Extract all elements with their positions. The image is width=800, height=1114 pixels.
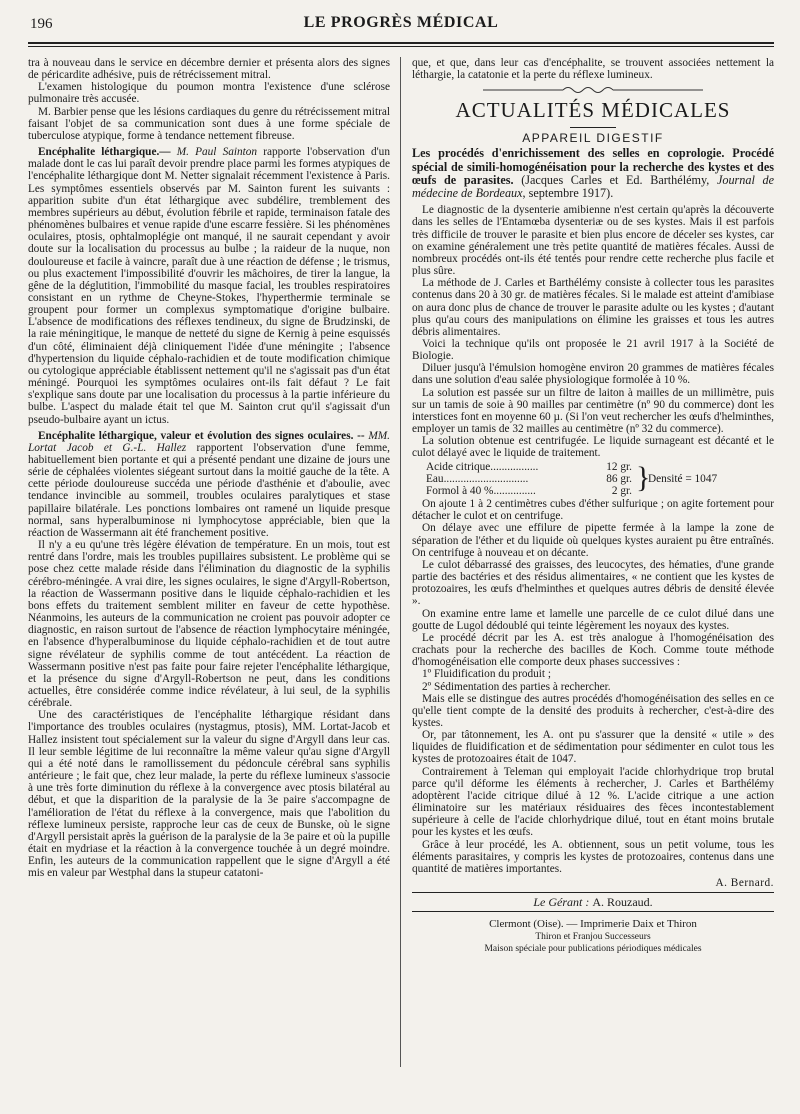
author-name: MM. Lortat Jacob et G.-L. Hallez bbox=[28, 429, 390, 454]
paragraph: L'examen histologique du poumon montra l'existence d'une sclérose pulmonaire très accusée. bbox=[28, 81, 390, 106]
paragraph: tra à nouveau dans le service en décembre dernier et présenta alors des signes de péricardite adhésive, puis de rétrécissement mitral. bbox=[28, 57, 390, 82]
article-source-journal: Journal de médecine de Bordeaux bbox=[412, 172, 774, 201]
gerant-name: A. Rouzaud. bbox=[592, 895, 653, 910]
paragraph: Mais elle se distingue des autres procédés d'homogénéisation des selles en ce qu'elle tient compte de la densité des produits à rechercher, c'est-à-dire des kystes. bbox=[412, 692, 774, 729]
article-lethargic-sainton bbox=[28, 146, 390, 426]
article-text: rapportent l'observation d'une femme, habituellement bien portante et qui a présenté pendant une dizaine de jours une série de céphalées violentes siégeant surtout dans la moitié gauche de la tête. A cette période douloureuse succéda une période d'asthénie et d'aboulie, avec tendance invincible au sommeil, troubles oculaires paralytiques et stase papillaire bilatérale. Les ponctions lombaires ont ramené un liquide presque normal, sans hyperalbuminose ni lymphocytose appréciable, bien que la réaction de Wassermann ait été franchement positive. bbox=[28, 441, 390, 539]
gerant-line bbox=[412, 896, 774, 908]
list-item: 1º Fluidification du produit ; bbox=[422, 668, 552, 681]
journal-title: LE PROGRÈS MÉDICAL bbox=[303, 14, 499, 31]
paragraph: Or, par tâtonnement, les A. ont pu s'assurer que la densité « utile » des liquides de fluidification et de sédimentation pour sédimenter en culot tous les kystes de protozoaires était de 1047. bbox=[412, 729, 774, 766]
header-rule-thin bbox=[28, 46, 774, 47]
section-rule bbox=[570, 127, 616, 128]
article-source-date: , septembre 1917). bbox=[522, 186, 614, 201]
article-source-authors: (Jacques Carles et Ed. Barthélémy, bbox=[513, 172, 717, 187]
run-in-heading: Encéphalite léthargique.— bbox=[38, 146, 177, 159]
formula-quantity: 2 gr. bbox=[611, 484, 632, 497]
page-number: 196 bbox=[30, 16, 53, 32]
formula-ingredient: Eau.............................. bbox=[426, 472, 529, 485]
formula-brace: } bbox=[636, 460, 651, 494]
paragraph: Grâce à leur procédé, les A. obtiennent, sous un petit volume, tous les éléments parasitaires, y compris les kystes de protozoaires, contenus dans une quantité de matières importantes. bbox=[412, 838, 774, 875]
paragraph: Le diagnostic de la dysenterie amibienne n'est certain qu'après la découverte dans les selles de l'Entamœba dysenteriæ ou de ses kystes. Mais il est parfois très difficile de trouver le parasite et bien plus encore de déceler ses kystes, car on examine généralement une très petite quantité de matières fécales. Aussi de nombreux procédés ont-ils été tentés pour rendre cette recherche plus facile et plus sûre. bbox=[412, 204, 774, 278]
signature: A. Bernard. bbox=[715, 877, 774, 890]
printer-line: Thiron et Franjou Successeurs bbox=[535, 931, 651, 942]
paragraph: On examine entre lame et lamelle une parcelle de ce culot dilué dans une goutte de Lugol dédoublé qui teinte légèrement les noyaux des kystes. bbox=[412, 607, 774, 632]
paragraph: Diluer jusqu'à l'émulsion homogène environ 20 grammes de matières fécales dans une solution d'eau salée physiologique formolée à 10 %. bbox=[412, 362, 774, 387]
end-rule bbox=[412, 911, 774, 912]
paragraph: Voici la technique qu'ils ont proposée le 21 avril 1917 à la Société de Biologie. bbox=[412, 338, 774, 363]
paragraph: M. Barbier pense que les lésions cardiaques du genre du rétrécissement mitral faisant l'objet de sa communication sont dues à une forme spéciale de tuberculose atypique, forme à tendance nettement fibreuse. bbox=[28, 105, 390, 142]
article-heading bbox=[412, 147, 774, 200]
paragraph: Le culot débarrassé des graisses, des leucocytes, des hématies, d'une grande partie des bactéries et des résidus alimentaires, « ne contient que les kystes de protozoaires, les œufs d'helminthes et quelques autres débris de densité élevée ». bbox=[412, 558, 774, 608]
formula-ingredient: Acide citrique................. bbox=[426, 460, 539, 473]
flourish-ornament bbox=[412, 85, 774, 95]
reagent-formula bbox=[426, 461, 774, 498]
two-column-body bbox=[28, 57, 774, 956]
author-name: M. Paul Sainton bbox=[176, 146, 258, 159]
article-lethargic-ocular-signs bbox=[28, 430, 390, 539]
formula-density: Densité = 1047 bbox=[648, 472, 718, 485]
article-text: rapporte l'observation d'un malade dont le cas lui paraît devoir prendre place parmi les formes atypiques de l'encéphalite léthargique dont M. Netter signalait récemment l'existence à Paris. Les symptômes essentiels observés par M. Sainton furent les suivants : apparition subite d'un état léthargique avec subdélire, tremblement des membres supérieurs au début, évolution fébrile et rapide, terminaison fatale des phénomènes bulbaires et venue rapide d'une escarre fessière. Si les phénomènes oculaires, ptosis, ophtalmoplégie ont manqué, il ne saurait cependant y avoir doute sur la localisation du processus au bulbe ; la raideur de la nuque, non douloureuse et facile à vaincre, paraît due à une réaction de défense ; le trismus, ou plus exactement l'impossibilité d'ouvrir les mâchoires, de tirer la langue, la gêne de la déglutition, l'immobilité du masque facial, les troubles respiratoires consistant en un rythme de Cheyne-Stokes, l'hyperthermie terminale se groupent pour former un complexus symptomatique d'origine bulbaire. L'absence de modifications des réflexes tendineux, du signe de Brudzinski, de la raie méningitique, le manque de netteté du signe de Kernig à peine esquissés d'un côté, éliminaient déjà cliniquement l'idée d'une méningite ; l'absence d'hypertension du liquide céphalo-rachidien et de toute modification chimique ou cytologique appréciable établissent nettement qu'il ne s'agissait pas d'un état méningé. Pourquoi les symptômes oculaires ont-ils fait défaut ? Le fait s'explique sans doute par une localisation du processus à la partie inférieure du bulbe. L'aspect du malade était tel que M. Sainton crut qu'il s'agissait d'un pseudo-bulbaire ayant un ictus. bbox=[28, 146, 390, 426]
paragraph: Une des caractéristiques de l'encéphalite léthargique résidant dans l'importance des troubles oculaires (nystagmus, ptosis), MM. Lortat-Jacob et Hallez insistent tout spécialement sur la valeur du signe d'Argyll dans leur cas. Il leur semble légitime de lui reconnaître la même valeur qu'au signe d'Argyll qui a été noté dans le ramollissement du pédoncule cérébral sans syphilis antérieure ; le fait que, chez leur malade, la perte du réflexe lumineux s'associe à une très forte diminution du réflexe à la convergence avec ptosis bilatéral au début, et que la disparition de la paralysie de la 3e paire s'accompagne de l'amélioration de l'état du réflexe à la convergence, mais que l'abolition du réflexe lumineux persiste, rapproche leur cas de ceux de Bunske, où le signe d'Argyll persistait après la guérison de la paralysie de la 3e paire et où la pupille était en mydriase et la réaction à la convergence touchée à un degré moindre. Enfin, les auteurs de la communication rappellent que le signe d'Argyll a été mis en valeur par Westphal dans la stupeur catatoni- bbox=[28, 709, 390, 880]
formula-ingredient: Formol à 40 %............... bbox=[426, 484, 536, 497]
subsection-title: APPAREIL DIGESTIF bbox=[522, 131, 664, 146]
paragraph: Le procédé décrit par les A. est très analogue à l'homogénéisation des crachats pour la recherche des bacilles de Koch. Comme toute méthode d'homogénéisation elle comporte deux phases successives : bbox=[412, 631, 774, 669]
running-header bbox=[28, 14, 774, 36]
paragraph: Contrairement à Teleman qui employait l'acide chlorhydrique trop brutal parce qu'il déforme les éléments à rechercher, J. Carles et Barthélémy adoptèrent l'acide citrique dilué à 12 %. L'acide citrique a une action éliminatoire sur les matériaux résiduaires des fèces incontestablement supérieure à celle de l'acide chlorhydrique dilué, tout en étant moins brutale pour les kystes et les œufs. bbox=[412, 765, 774, 839]
right-column bbox=[412, 57, 774, 956]
printer-line: Maison spéciale pour publications périodiques médicales bbox=[484, 944, 702, 955]
column-divider bbox=[400, 57, 401, 1067]
printer-imprint bbox=[412, 918, 774, 956]
list-item: 2º Sédimentation des parties à rechercher. bbox=[422, 680, 611, 693]
left-column bbox=[28, 57, 390, 956]
paragraph: On ajoute 1 à 2 centimètres cubes d'éther sulfurique ; on agite fortement pour détacher le culot et on centrifuge. bbox=[412, 498, 774, 523]
formula-quantity: 86 gr. bbox=[606, 472, 632, 485]
paragraph: que, et que, dans leur cas d'encéphalite, se trouvent associées nettement la léthargie, la catatonie et la perte du réflexe lumineux. bbox=[412, 57, 774, 82]
article-heading-text: Les procédés d'enrichissement des selles en coprologie. Procédé spécial de simili-homogénéisation pour la recherche des kystes et des œufs de parasites. bbox=[412, 146, 774, 187]
end-rule bbox=[412, 892, 774, 893]
paragraph: La solution est passée sur un filtre de laiton à mailles de un millimètre, puis sur un tamis de soie à 90 mailles par centimètre (nº 90 du commerce) dont les interstices font en moyenne 60 µ. (Si l'on veut rechercher les œufs d'helminthes, employer un tamis de 32 mailles au centimètre (nº 32 du commerce). bbox=[412, 386, 774, 436]
paragraph: La solution obtenue est centrifugée. Le liquide surnageant est décanté et le culot délayé avec le liquide de traitement. bbox=[412, 435, 774, 460]
header-rule-thick bbox=[28, 42, 774, 44]
run-in-heading: Encéphalite léthargique, valeur et évolution des signes oculaires. -- bbox=[38, 429, 369, 442]
paragraph: On délaye avec une effilure de pipette fermée à la lampe la zone de séparation de l'éther et du liquide où quelques kystes auraient pu être entraînés. On centrifuge à nouveau et on décante. bbox=[412, 522, 774, 559]
paragraph: La méthode de J. Carles et Barthélémy consiste à collecter tous les parasites contenus dans 20 à 30 gr. de matières fécales. Si le malade est atteint d'amibiase on aura donc plus de chance de trouver le parasite adulte ou les kystes ; d'autant plus qu'au cours des manipulations on élimine les graisses et tous les autres débris alimentaires. bbox=[412, 277, 774, 338]
gerant-label: Le Gérant : bbox=[533, 895, 593, 910]
section-title: ACTUALITÉS MÉDICALES bbox=[455, 98, 731, 123]
paragraph: Il n'y a eu qu'une très légère élévation de température. En un mois, tout est rentré dans l'ordre, mais les troubles pupillaires subsistent. Le problème qui se pose chez cette malade réside dans l'élimination du diagnostic de la syphilis cérébro-méningée. A vrai dire, les signes oculaires, le signe d'Argyll-Robertson, la réaction de Wassermann positive dans le liquide céphalo-rachidien et les bons effets du traitement semblent militer en faveur de cette hypothèse. Néanmoins, les auteurs de la communication ne croient pas pouvoir adopter ce diagnostic, en raison surtout de l'absence de réaction lymphocytaire méningée, en l'absence d'hyperalbuminose du liquide céphalo-rachidien et de tout autre signe révélateur de syphilis comme de tout antécédent. La réaction de Wassermann positive n'est pas faite pour faire rejeter l'encéphalite léthargique, et la présence du signe d'Argyll-Robertson ne peut, dans les conditions actuelles, être considérée comme indice révélateur, à lui seul, de la syphilis cérébrale. bbox=[28, 539, 390, 710]
printer-line: Clermont (Oise). — Imprimerie Daix et Thiron bbox=[489, 918, 697, 931]
formula-quantity: 12 gr. bbox=[606, 460, 632, 473]
